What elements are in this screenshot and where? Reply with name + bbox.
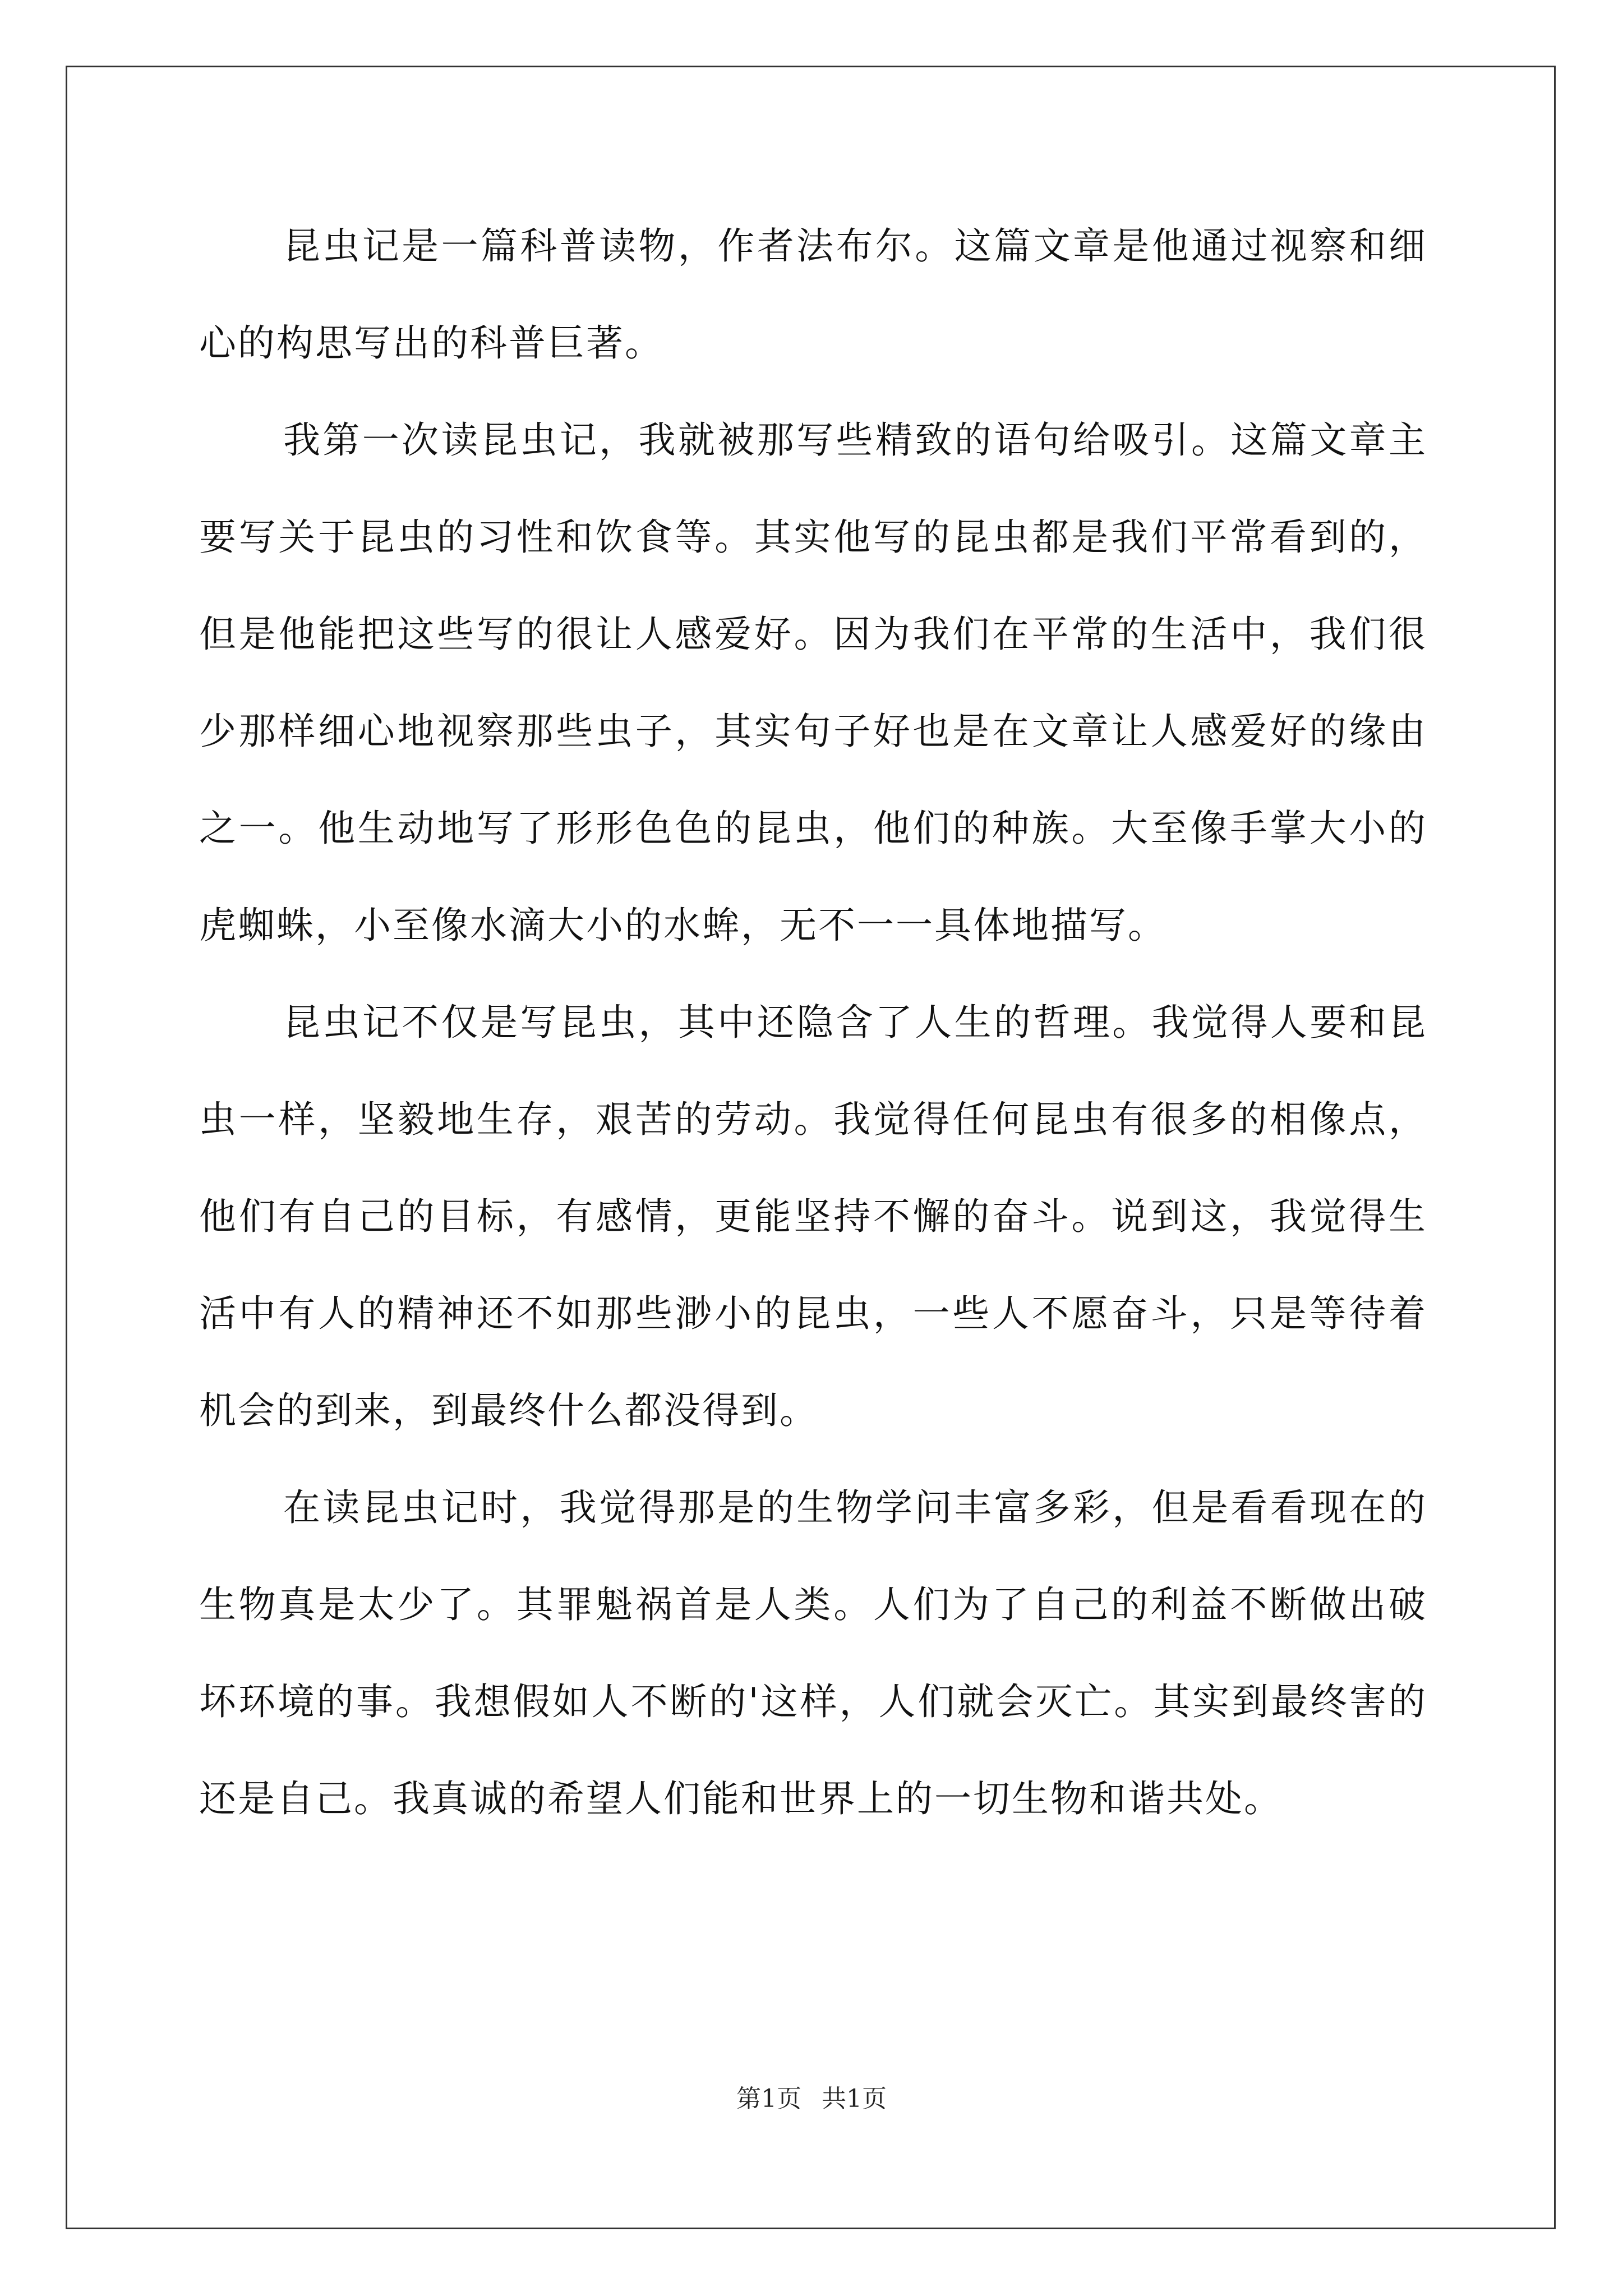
paragraph-3: 昆虫记不仅是写昆虫，其中还隐含了人生的哲理。我觉得人要和昆虫一样，坚毅地生存，艰苦的劳动。我觉得任何昆虫有很多的相像点，他们有自己的目标，有感情，更能坚持不懈的奋斗。说到这，我觉得生活中有人的精神还不如那些渺小的昆虫，一些人不愿奋斗，只是等待着机会的到来，到最终什么都没得到。 xyxy=(199,1001,1427,1432)
paragraph-1: 昆虫记是一篇科普读物，作者法布尔。这篇文章是他通过视察和细心的构思写出的科普巨著。 xyxy=(199,224,1427,365)
paragraph-4: 在读昆虫记时，我觉得那是的生物学问丰富多彩，但是看看现在的生物真是太少了。其罪魁祸首是人类。人们为了自己的利益不断做出破坏环境的事。我想假如人不断的'这样，人们就会灭亡。其实到最终害的还是自己。我真诚的希望人们能和世界上的一切生物和谐共处。 xyxy=(199,1486,1427,1820)
page-number-total: 共1页 xyxy=(822,2085,887,2113)
page-footer xyxy=(0,2082,1623,2116)
page-number-current: 第1页 xyxy=(736,2085,801,2113)
paragraph-2: 我第一次读昆虫记，我就被那写些精致的语句给吸引。这篇文章主要写关于昆虫的习性和饮食等。其实他写的昆虫都是我们平常看到的，但是他能把这些写的很让人感爱好。因为我们在平常的生活中，我们很少那样细心地视察那些虫子，其实句子好也是在文章让人感爱好的缘由之一。他生动地写了形形色色的昆虫，他们的种族。大至像手掌大小的虎蜘蛛，小至像水滴大小的水蛑，无不一一具体地描写。 xyxy=(199,418,1427,947)
document-body xyxy=(199,197,1427,1847)
